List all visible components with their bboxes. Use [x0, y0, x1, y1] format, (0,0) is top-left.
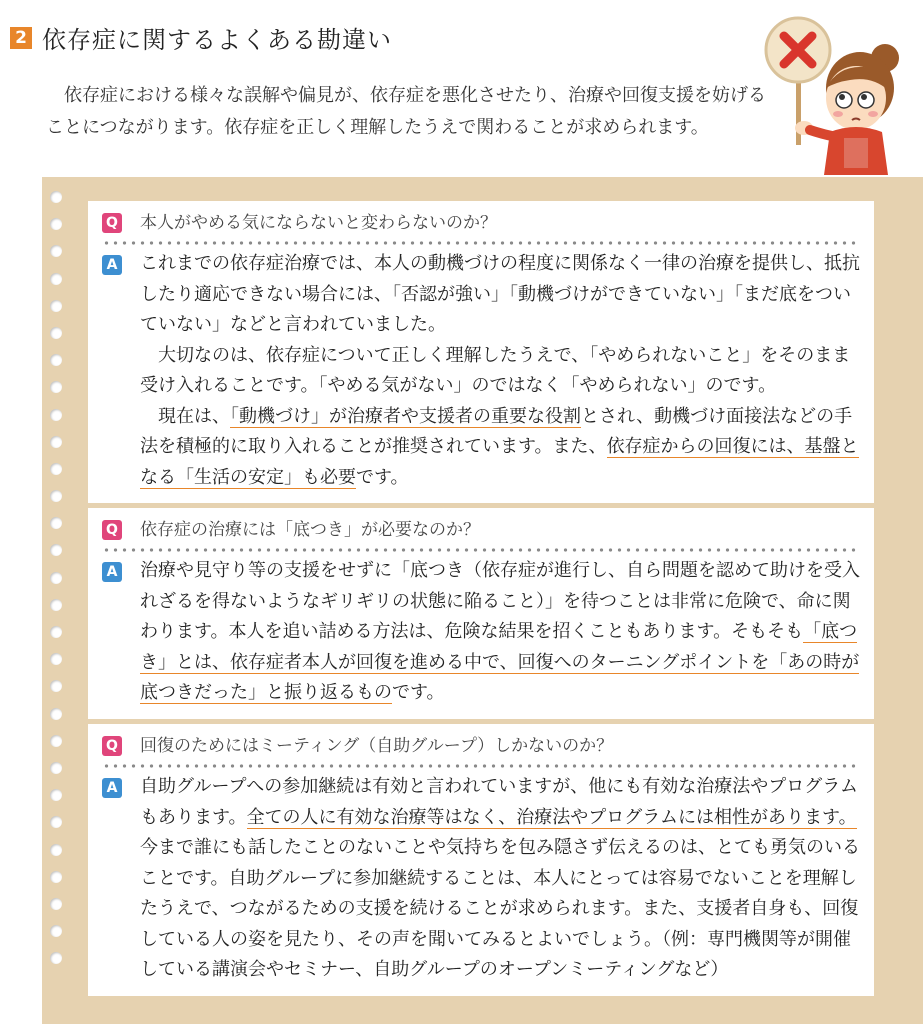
question-badge: Q [102, 736, 122, 756]
question-row [88, 508, 874, 542]
highlight-underline: 「動機づけ」が治療者や支援者の重要な役割 [230, 405, 581, 427]
qa-card-3 [88, 724, 874, 996]
answer-row [88, 249, 874, 503]
highlight-underline: 依存症からの回復には、基盤となる「生活の安定」も必要 [140, 436, 859, 488]
answer-badge: A [102, 562, 122, 582]
qa-notebook-panel [42, 177, 923, 1024]
highlight-underline: 「底つき」とは、依存症者本人が回復を進める中で、回復へのターニングポイントを「あの時が底つきだった」と振り返るもの [140, 621, 860, 703]
dotted-divider [102, 764, 860, 768]
dotted-divider [102, 241, 860, 245]
answer-row [88, 556, 874, 719]
mascot-illustration [760, 10, 910, 175]
question-row [88, 724, 874, 758]
qa-card-1 [88, 201, 874, 503]
answer-text: これまでの依存症治療では、本人の動機づけの程度に関係なく一律の治療を提供し、抵抗したり適応できない場合には、「否認が強い」「動機づけができていない」「まだ底をついていない」などと言われていました。 大切なのは、依存症について正しく理解したうえで、「やめられないこと」をそのまま受け入れることです。「やめる気がない」のではなく「やめられない」のです。 現在は、「動機づけ」が治療者や支援者の重要な役割とされ、動機づけ面接法などの手法を積極的に取り入れることが推奨されています。また、依存症からの回復には、基盤となる「生活の安定」も必要です。 [140, 253, 860, 488]
question-badge: Q [102, 520, 122, 540]
answer-badge: A [102, 255, 122, 275]
section-title: 依存症に関するよくある勘違い [42, 26, 392, 54]
binder-holes [50, 191, 64, 979]
section-number-badge: 2 [10, 27, 32, 49]
question-text: 本人がやめる気にならないと変わらないのか？ [140, 213, 497, 233]
qa-card-2 [88, 508, 874, 719]
answer-text: 自助グループへの参加継続は有効と言われていますが、他にも有効な治療法やプログラムもあります。全ての人に有効な治療等はなく、治療法やプログラムには相性があります。今まで誰にも話したことのないことや気持ちを包み隠さず伝えるのは、とても勇気のいることです。自助グループに参加継続することは、本人にとっては容易でないことを理解したうえで、つながるための支援を続けることが求められます。また、支援者自身も、回復している人の姿を見たり、その声を聞いてみるとよいでしょう。（例：専門機関等が開催している講演会やセミナー、自助グループのオープンミーティングなど） [140, 776, 860, 980]
highlight-underline: 全ての人に有効な治療等はなく、治療法やプログラムには相性があります。 [246, 806, 857, 828]
question-text: 依存症の治療には「底つき」が必要なのか？ [140, 520, 480, 540]
answer-row [88, 772, 874, 996]
dotted-divider [102, 548, 860, 552]
section-header [10, 20, 392, 55]
answer-badge: A [102, 778, 122, 798]
intro-paragraph: 依存症における様々な誤解や偏見が、依存症を悪化させたり、治療や回復支援を妨げることにつながります。依存症を正しく理解したうえで関わることが求められます。 [46, 85, 766, 138]
question-badge: Q [102, 213, 122, 233]
question-row [88, 201, 874, 235]
question-text: 回復のためにはミーティング（自助グループ）しかないのか？ [140, 736, 614, 756]
answer-text: 治療や見守り等の支援をせずに「底つき（依存症が進行し、自ら問題を認めて助けを受入れざるを得ないようなギリギリの状態に陥ること）」を待つことは非常に危険で、命に関わります。本人を追い詰める方法は、危険な結果を招くこともあります。そもそも「底つき」とは、依存症者本人が回復を進める中で、回復へのターニングポイントを「あの時が底つきだった」と振り返るものです。 [140, 560, 860, 703]
